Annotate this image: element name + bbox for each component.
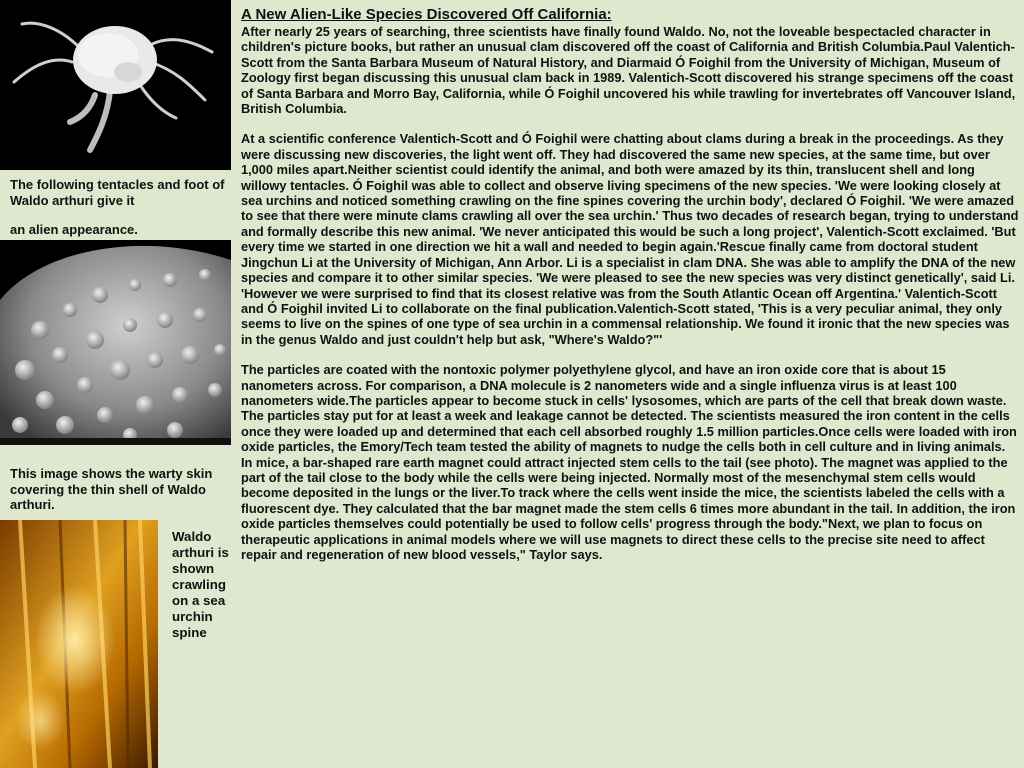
sem-micrograph	[0, 240, 231, 445]
spine-photograph	[0, 520, 158, 768]
warty-skin-photo	[0, 240, 231, 445]
tentacles-caption: The following tentacles and foot of Waldo arthuri give it	[10, 177, 225, 208]
tentacles-caption-continued: an alien appearance.	[10, 222, 138, 237]
article	[241, 6, 1019, 577]
clam-illustration	[0, 0, 231, 170]
article-title: A New Alien-Like Species Discovered Off California:	[241, 6, 612, 23]
tentacles-photo	[0, 0, 231, 170]
warty-skin-caption: This image shows the warty skin covering the thin shell of Waldo arthuri.	[10, 466, 213, 512]
spine-caption: Waldo arthuri is shown crawling on a sea urchin spine	[172, 529, 229, 640]
article-paragraph-2: At a scientific conference Valentich-Scott and Ó Foighil were chatting about clams during a break in the proceedings. As they were discussing new discoveries, the light went off. They had discovered the same new species, at the same time, but over 1,000 miles apart.Neither scientist could identify the animal, and both were amazed by its thin, translucent shell and long willowy tentacles. Ó Foighil was able to collect and observe living specimens of the new species. 'We were looking closely at sea urchins and noticed something crawling on the fine spines covering the urchin body', declared Ó Foighil. 'We were amazed to see that there were minute clams crawling all over the sea urchin.' Thus two decades of research began, trying to understand and formally describe this new animal. 'We never anticipated this would be such a long project', Valentich-Scott exclaimed. 'But every time we started in one direction we hit a wall and needed to begin again.'Rescue finally came from doctoral student Jingchun Li at the University of Michigan, Ann Arbor. Li is a specialist in clam DNA. She was able to amplify the DNA of the new species and compare it to other similar species. 'We were pleased to see the new species was very distinct genetically', said Li. 'However we were surprised to find that its closest relative was from the South Atlantic Ocean off Argentina.' Valentich-Scott and Ó Foighil invited Li to collaborate on the final publication.Valentich-Scott stated, 'This is a very peculiar animal, they only seems to live on the spines of one type of sea urchin in a commensal relationship. We found it ironic that the new species was in the genus Waldo and just couldn't help but ask, "Where's Waldo?"'	[241, 131, 1019, 347]
article-paragraph-3: The particles are coated with the nontoxic polymer polyethylene glycol, and have an iron oxide core that is about 15 nanometers across. For comparison, a DNA molecule is 2 nanometers wide and a single influenza virus is at least 100 nanometers wide.The particles appear to become stuck in cells' lysosomes, which are parts of the cell that break down waste. The particles stay put for at least a week and leakage cannot be detected. The scientists measured the iron content in the cells once they were loaded up and determined that each cell absorbed roughly 1.5 million particles.Once cells were loaded with iron oxide particles, the Emory/Tech team tested the ability of magnets to nudge the cells both in cell culture and in living animals. In mice, a bar-shaped rare earth magnet could attract injected stem cells to the tail (see photo). The magnet was applied to the part of the tail close to the body while the cells were being injected. Normally most of the mesenchymal stem cells would become deposited in the lungs or the liver.To track where the cells went inside the mice, the scientists labeled the cells with a fluorescent dye. They calculated that the bar magnet made the stem cells 6 times more abundant in the tail. In addition, the iron oxide particles themselves could potentially be used to follow cells' progress through the body."Next, we plan to focus on therapeutic applications in animal models where we will use magnets to direct these cells to the precise site need to affect repair and regeneration of new blood vessels," Taylor says.	[241, 362, 1017, 562]
article-paragraph-1: After nearly 25 years of searching, three scientists have finally found Waldo. No, not the loveable bespectacled character in children's picture books, but rather an unusual clam discovered off the coast of California and British Columbia.Paul Valentich-Scott from the Santa Barbara Museum of Natural History, and Diarmaid Ó Foighil from the University of Michigan, Museum of Zoology first began discussing this unusual clam back in 1989. Valentich-Scott discovered his strange specimens off the coast of Santa Barbara and Morro Bay, California, while Ó Foighil uncovered his while trawling for invertebrates off Vancouver Island, British Columbia.	[241, 24, 1016, 117]
sea-urchin-spine-photo	[0, 520, 158, 768]
